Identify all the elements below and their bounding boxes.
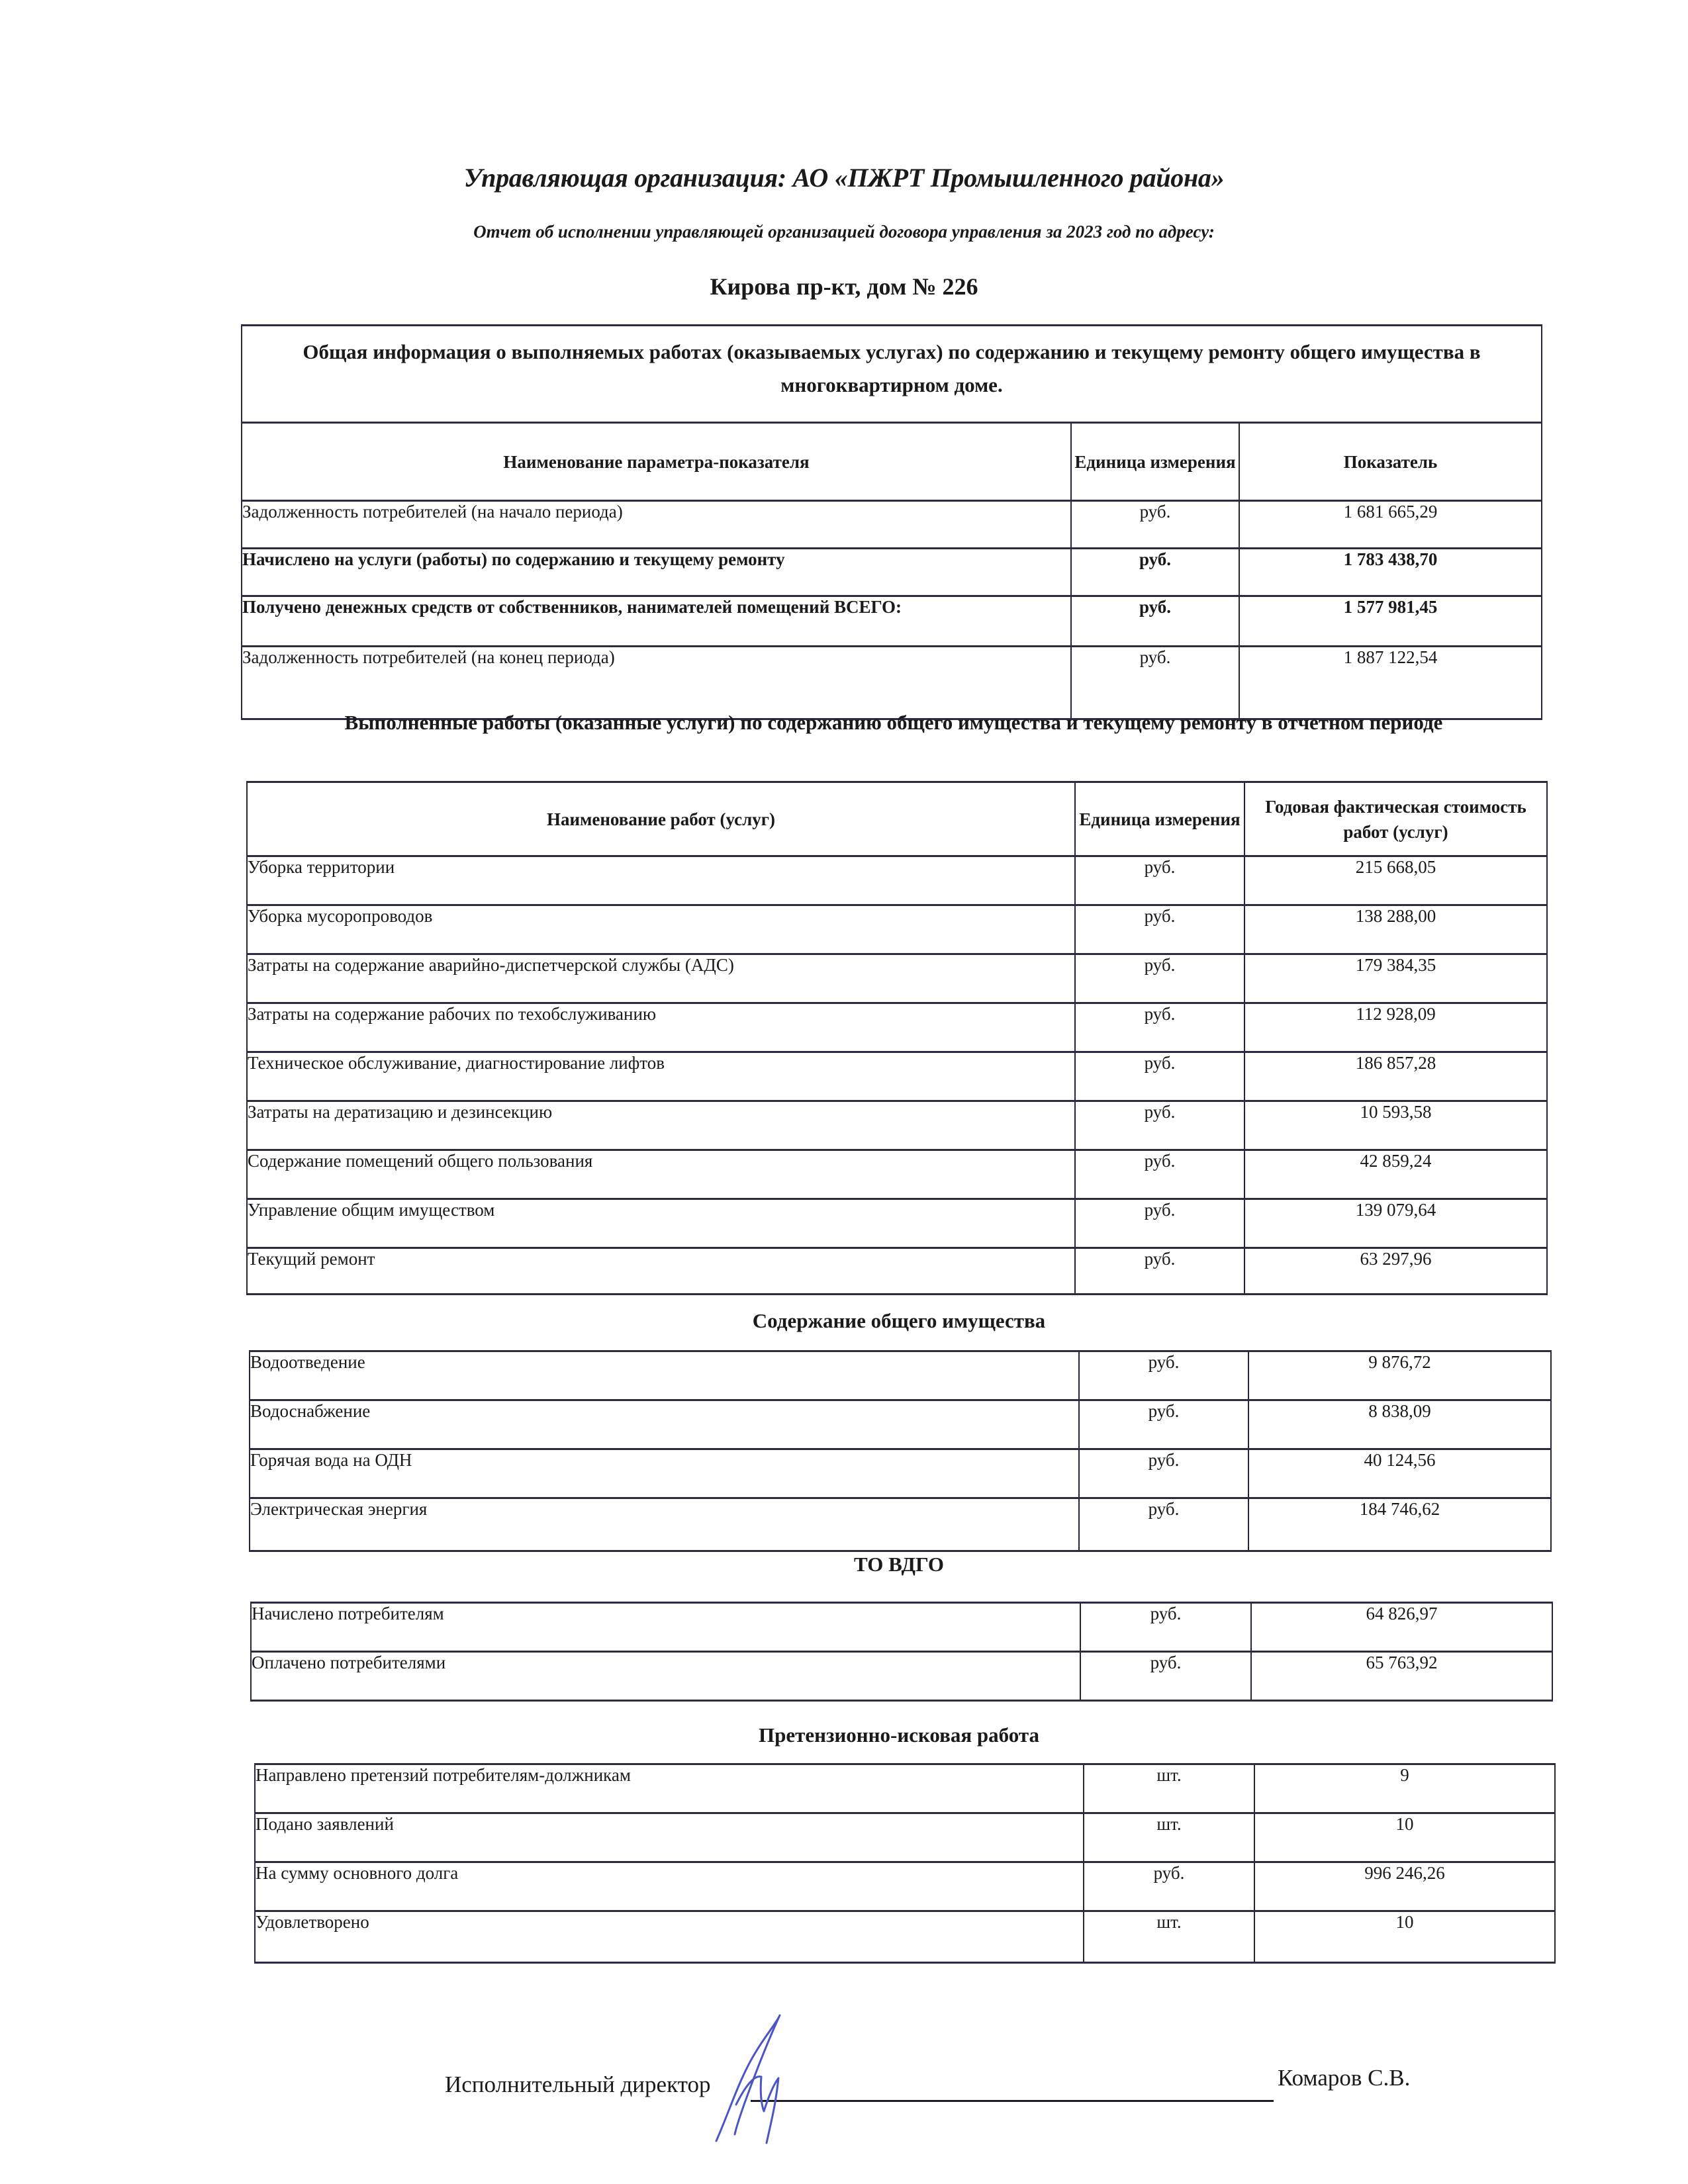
table-row	[250, 1351, 1551, 1400]
table-row	[247, 1101, 1547, 1150]
row-name: Направлено претензий потребителям-должникам	[255, 1764, 1084, 1813]
table-row	[247, 1003, 1547, 1052]
row-name: Задолженность потребителей (на начало периода)	[242, 501, 1071, 549]
row-name: Управление общим имуществом	[247, 1199, 1075, 1248]
signature-block	[445, 2025, 1451, 2131]
works-section-title: Выполненные работы (оказанные услуги) по содержанию общего имущества и текущему ремонту в отчетном периоде	[344, 711, 1443, 734]
row-unit: шт.	[1084, 1813, 1254, 1862]
table-row	[242, 501, 1542, 549]
row-unit: руб.	[1071, 647, 1239, 719]
row-unit: руб.	[1075, 1101, 1244, 1150]
row-unit: руб.	[1075, 905, 1244, 954]
row-value: 112 928,09	[1244, 1003, 1547, 1052]
row-name: Уборка мусоропроводов	[247, 905, 1075, 954]
row-value: 139 079,64	[1244, 1199, 1547, 1248]
handwritten-signature-icon	[604, 2012, 1067, 2144]
row-name: Техническое обслуживание, диагностирование лифтов	[247, 1052, 1075, 1101]
row-name: Подано заявлений	[255, 1813, 1084, 1862]
column-header-unit: Единица измерения	[1071, 423, 1239, 501]
signatory-role: Исполнительный директор	[445, 2071, 711, 2097]
row-value: 42 859,24	[1244, 1150, 1547, 1199]
general-info-table	[241, 324, 1542, 720]
row-name: Электрическая энергия	[250, 1498, 1079, 1551]
table-row	[242, 549, 1542, 596]
row-value: 40 124,56	[1248, 1449, 1551, 1498]
row-unit: руб.	[1079, 1449, 1248, 1498]
column-header-value: Показатель	[1239, 423, 1542, 501]
row-unit: руб.	[1075, 954, 1244, 1003]
vdgo-table	[250, 1602, 1553, 1702]
column-header-parameter: Наименование параметра-показателя	[242, 423, 1071, 501]
works-table	[246, 781, 1548, 1295]
row-unit: шт.	[1084, 1764, 1254, 1813]
row-value: 1 681 665,29	[1239, 501, 1542, 549]
table-row	[250, 1400, 1551, 1449]
row-name: Получено денежных средств от собственников, нанимателей помещений ВСЕГО:	[242, 596, 1071, 647]
table-row	[247, 954, 1547, 1003]
row-unit: руб.	[1075, 1003, 1244, 1052]
claims-table	[254, 1763, 1556, 1964]
table-row	[255, 1862, 1555, 1911]
column-header-annual-cost: Годовая фактическая стоимость работ (услуг)	[1244, 782, 1547, 856]
row-value: 215 668,05	[1244, 856, 1547, 905]
row-name: Текущий ремонт	[247, 1248, 1075, 1295]
row-value: 1 783 438,70	[1239, 549, 1542, 596]
general-info-caption: Общая информация о выполняемых работах (оказываемых услугах) по содержанию и текущему ремонту общего имущества в многоквартирном доме.	[242, 326, 1542, 423]
table-row	[250, 1498, 1551, 1551]
table-row	[247, 856, 1547, 905]
row-value: 10	[1254, 1813, 1555, 1862]
claims-section-title: Претензионно-исковая работа	[759, 1723, 1039, 1747]
common-property-section-title: Содержание общего имущества	[752, 1309, 1046, 1332]
row-name: Задолженность потребителей (на конец периода)	[242, 647, 1071, 719]
row-name: Водоотведение	[250, 1351, 1079, 1400]
row-unit: руб.	[1079, 1498, 1248, 1551]
row-name: Уборка территории	[247, 856, 1075, 905]
row-unit: руб.	[1075, 856, 1244, 905]
table-row	[255, 1764, 1555, 1813]
row-unit: шт.	[1084, 1911, 1254, 1963]
row-value: 1 887 122,54	[1239, 647, 1542, 719]
row-value: 10 593,58	[1244, 1101, 1547, 1150]
row-value: 184 746,62	[1248, 1498, 1551, 1551]
row-name: Затраты на дератизацию и дезинсекцию	[247, 1101, 1075, 1150]
row-name: Горячая вода на ОДН	[250, 1449, 1079, 1498]
organization-title: Управляющая организация: АО «ПЖРТ Промышленного района»	[463, 163, 1225, 193]
row-value: 63 297,96	[1244, 1248, 1547, 1295]
row-value: 9	[1254, 1764, 1555, 1813]
table-row	[251, 1652, 1552, 1701]
table-row	[242, 596, 1542, 647]
row-value: 9 876,72	[1248, 1351, 1551, 1400]
report-subtitle: Отчет об исполнении управляющей организацией договора управления за 2023 год по адресу:	[473, 222, 1215, 242]
row-value: 138 288,00	[1244, 905, 1547, 954]
row-value: 8 838,09	[1248, 1400, 1551, 1449]
row-name: Удовлетворено	[255, 1911, 1084, 1963]
table-row	[247, 1199, 1547, 1248]
row-name: На сумму основного долга	[255, 1862, 1084, 1911]
row-unit: руб.	[1080, 1603, 1251, 1652]
table-row	[247, 1150, 1547, 1199]
row-unit: руб.	[1075, 1150, 1244, 1199]
row-unit: руб.	[1071, 596, 1239, 647]
table-row	[251, 1603, 1552, 1652]
table-row	[250, 1449, 1551, 1498]
table-row	[247, 1248, 1547, 1295]
vdgo-section-title: ТО ВДГО	[853, 1553, 945, 1576]
row-value: 10	[1254, 1911, 1555, 1963]
column-header-unit: Единица измерения	[1075, 782, 1244, 856]
table-row	[255, 1911, 1555, 1963]
row-unit: руб.	[1079, 1400, 1248, 1449]
table-row	[247, 905, 1547, 954]
row-name: Оплачено потребителями	[251, 1652, 1080, 1701]
row-unit: руб.	[1084, 1862, 1254, 1911]
row-name: Водоснабжение	[250, 1400, 1079, 1449]
row-value: 1 577 981,45	[1239, 596, 1542, 647]
row-name: Содержание помещений общего пользования	[247, 1150, 1075, 1199]
row-name: Начислено потребителям	[251, 1603, 1080, 1652]
row-unit: руб.	[1071, 501, 1239, 549]
row-unit: руб.	[1071, 549, 1239, 596]
table-row	[247, 1052, 1547, 1101]
row-value: 186 857,28	[1244, 1052, 1547, 1101]
row-value: 179 384,35	[1244, 954, 1547, 1003]
property-address: Кирова пр-кт, дом № 226	[710, 273, 978, 300]
row-name: Затраты на содержание рабочих по техобслуживанию	[247, 1003, 1075, 1052]
common-property-table	[249, 1350, 1552, 1552]
row-unit: руб.	[1079, 1351, 1248, 1400]
row-name: Начислено на услуги (работы) по содержанию и текущему ремонту	[242, 549, 1071, 596]
signatory-name: Комаров С.В.	[1278, 2065, 1411, 2091]
row-unit: руб.	[1075, 1052, 1244, 1101]
row-value: 996 246,26	[1254, 1862, 1555, 1911]
row-name: Затраты на содержание аварийно-диспетчерской службы (АДС)	[247, 954, 1075, 1003]
row-unit: руб.	[1075, 1199, 1244, 1248]
column-header-work-name: Наименование работ (услуг)	[247, 782, 1075, 856]
row-value: 64 826,97	[1251, 1603, 1552, 1652]
table-row	[255, 1813, 1555, 1862]
row-unit: руб.	[1080, 1652, 1251, 1701]
row-unit: руб.	[1075, 1248, 1244, 1295]
row-value: 65 763,92	[1251, 1652, 1552, 1701]
